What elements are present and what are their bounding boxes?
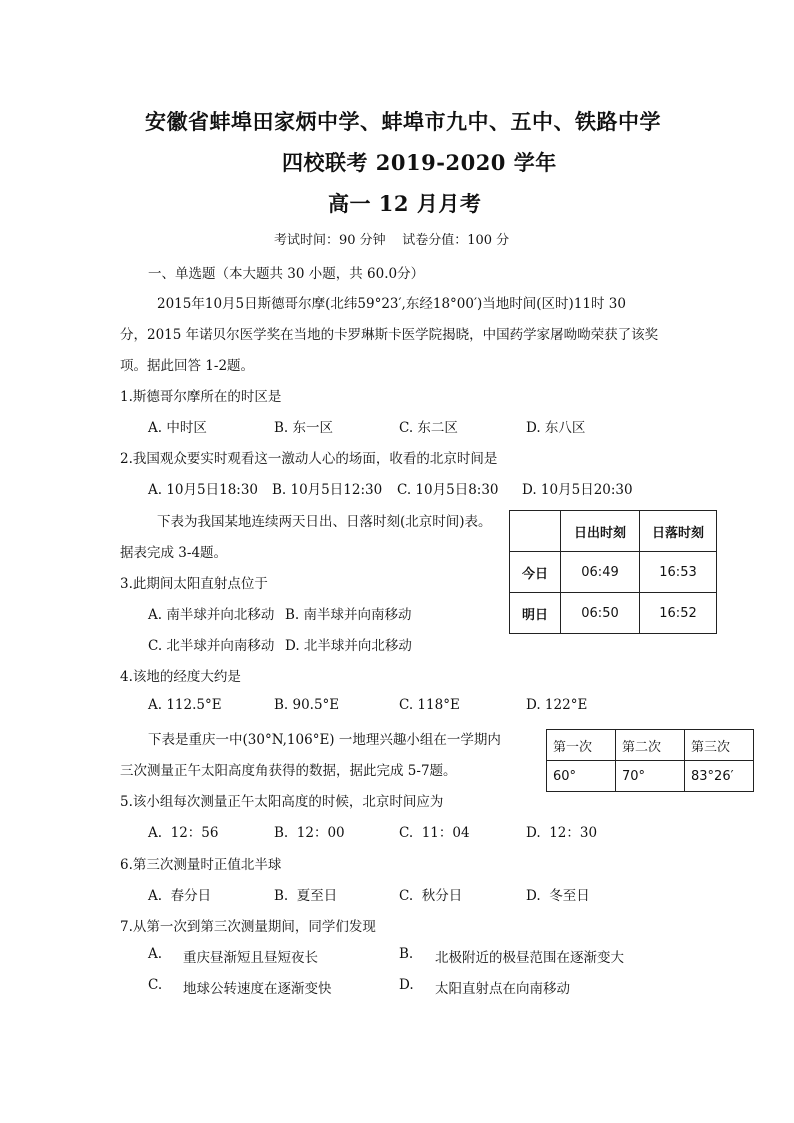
intro-line: 项。据此回答 1-2题。: [120, 358, 255, 374]
table-row-label: 今日: [510, 552, 561, 593]
option-b[interactable]: B. 夏至日: [274, 888, 338, 904]
option-c[interactable]: C. 东二区: [399, 420, 458, 436]
intro-line: 2015年10月5日斯德哥尔摩(北纬59°23′,东经18°00′)当地时间(区时)11时 30: [157, 296, 626, 312]
sun-altitude-table: [546, 729, 754, 792]
option-d[interactable]: 太阳直射点在向南移动: [435, 981, 570, 997]
school-title: 安徽省蚌埠田家炳中学、蚌埠市九中、五中、铁路中学: [145, 109, 661, 134]
table-row-label: 明日: [510, 593, 561, 634]
option-b-letter: B.: [399, 946, 414, 962]
question-stem: 1.斯德哥尔摩所在的时区是: [120, 389, 282, 405]
table-header-cell: 日落时刻: [640, 511, 717, 552]
option-c[interactable]: C. 118°E: [399, 697, 460, 713]
option-a[interactable]: A. 10月5日18:30: [148, 482, 259, 498]
table-header-row: [547, 730, 754, 761]
intro-line: 下表是重庆一中(30°N,106°E) 一地理兴趣小组在一学期内: [148, 732, 501, 748]
option-c[interactable]: C. 10月5日8:30: [397, 482, 499, 498]
option-a[interactable]: A. 中时区: [148, 420, 207, 436]
table-cell: 16:53: [640, 552, 717, 593]
table-header-row: [510, 511, 717, 552]
option-d-letter: D.: [399, 977, 414, 993]
option-b[interactable]: B. 12：00: [274, 825, 345, 841]
question-stem: 7.从第一次到第三次测量期间，同学们发现: [120, 919, 376, 935]
option-a[interactable]: 重庆昼渐短且昼短夜长: [183, 950, 318, 966]
option-c[interactable]: C. 北半球并向南移动: [148, 638, 275, 654]
option-b[interactable]: B. 90.5°E: [274, 697, 340, 713]
exam-info: 考试时间：90 分钟 试卷分值：100 分: [274, 233, 510, 248]
option-a[interactable]: A. 112.5°E: [148, 697, 222, 713]
table-cell: 60°: [547, 761, 616, 792]
exam-year-title: 四校联考 2019-2020 学年: [282, 150, 557, 175]
table-row: [510, 552, 717, 593]
option-a[interactable]: A. 12：56: [148, 825, 219, 841]
option-d[interactable]: D. 东八区: [526, 420, 586, 436]
table-header-cell: 第一次: [547, 730, 616, 761]
intro-line: 据表完成 3-4题。: [120, 545, 228, 561]
option-b[interactable]: B. 东一区: [274, 420, 334, 436]
option-d[interactable]: D. 北半球并向北移动: [285, 638, 412, 654]
table-cell: 83°26′: [685, 761, 754, 792]
option-b[interactable]: 北极附近的极昼范围在逐渐变大: [435, 950, 624, 966]
option-a-letter: A.: [148, 946, 163, 962]
question-stem: 2.我国观众要实时观看这一激动人心的场面，收看的北京时间是: [120, 451, 498, 467]
option-b[interactable]: B. 10月5日12:30: [272, 482, 383, 498]
intro-line: 下表为我国某地连续两天日出、日落时刻(北京时间)表。: [157, 514, 492, 530]
option-d[interactable]: D. 冬至日: [526, 888, 590, 904]
table-header-cell: 日出时刻: [561, 511, 640, 552]
table-cell: 06:50: [561, 593, 640, 634]
option-a[interactable]: A. 南半球并向北移动: [148, 607, 275, 623]
table-cell: [510, 511, 561, 552]
option-c[interactable]: C. 秋分日: [399, 888, 463, 904]
option-c[interactable]: 地球公转速度在逐渐变快: [183, 981, 332, 997]
table-header-cell: 第二次: [616, 730, 685, 761]
intro-line: 分，2015 年诺贝尔医学奖在当地的卡罗琳斯卡医学院揭晓，中国药学家屠呦呦荣获了该奖: [120, 327, 659, 343]
table-cell: 70°: [616, 761, 685, 792]
table-cell: 16:52: [640, 593, 717, 634]
option-d[interactable]: D. 12：30: [526, 825, 598, 841]
table-row: [547, 761, 754, 792]
option-c-letter: C.: [148, 977, 163, 993]
question-stem: 4.该地的经度大约是: [120, 669, 241, 685]
sunrise-sunset-table: [509, 510, 717, 634]
question-stem: 3.此期间太阳直射点位于: [120, 576, 268, 592]
option-c[interactable]: C. 11：04: [399, 825, 470, 841]
option-b[interactable]: B. 南半球并向南移动: [285, 607, 412, 623]
question-stem: 6.第三次测量时正值北半球: [120, 857, 282, 873]
option-d[interactable]: D. 122°E: [526, 697, 588, 713]
section-heading: 一、单选题（本大题共 30 小题，共 60.0分）: [148, 266, 425, 282]
intro-line: 三次测量正午太阳高度角获得的数据，据此完成 5-7题。: [120, 763, 457, 779]
table-header-cell: 第三次: [685, 730, 754, 761]
table-row: [510, 593, 717, 634]
exam-name-title: 高一 12 月月考: [328, 191, 482, 216]
table-cell: 06:49: [561, 552, 640, 593]
question-stem: 5.该小组每次测量正午太阳高度的时候，北京时间应为: [120, 794, 444, 810]
option-a[interactable]: A. 春分日: [148, 888, 212, 904]
option-d[interactable]: D. 10月5日20:30: [522, 482, 633, 498]
